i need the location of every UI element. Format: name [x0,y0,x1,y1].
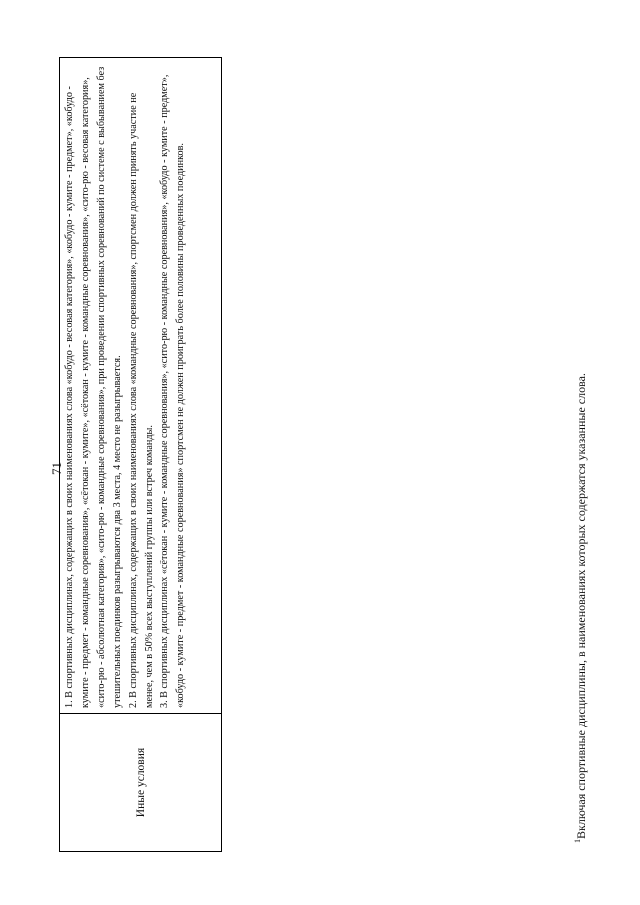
footnote-text: Включая спортивные дисциплины, в наименованиях которых содержатся указанные слова. [574,373,588,839]
footnote-marker: 1 [573,839,582,843]
row-label: Иные условия [134,747,147,818]
condition-paragraph-3: 3. В спортивных дисциплинах «сётокан - кумите - командные соревнования», «сито-рю - командные соревнования», «кобудо - кумите - предмет», «кобудо - кумите - предмет - командные соревнования» спортсмен не должен проиграть более половины проведенных поединков. [159,74,187,708]
table-row [60,58,222,852]
conditions-table [59,57,222,852]
footnote [573,373,588,843]
page-number: 71 [49,462,64,475]
condition-paragraph-2: 2. В спортивных дисциплинах, содержащих в своих наименованиях слова «командные соревнования», спортсмен должен принять участие не менее, чем в 50% всех выступлений группы или встреч команды. [127,92,155,708]
label-cell [60,714,222,852]
condition-paragraph-1: 1. В спортивных дисциплинах, содержащих в своих наименованиях слова «кобудо - весовая категория», «кобудо - кумите - предмет», «кобудо - кумите - предмет - командные соревнования», «сётокан - кумите», «сётокан - кумите - командные соревнования», «сито-рю - весовая категория», «сито-рю - абсолютная категория», «сито-рю - командные соревнования», при проведении спортивных соревнований по системе с выбыванием без утешительных поединков разыгрываются два 3 места, 4 место не разыгрывается. [64,66,123,708]
conditions-cell [60,58,222,714]
